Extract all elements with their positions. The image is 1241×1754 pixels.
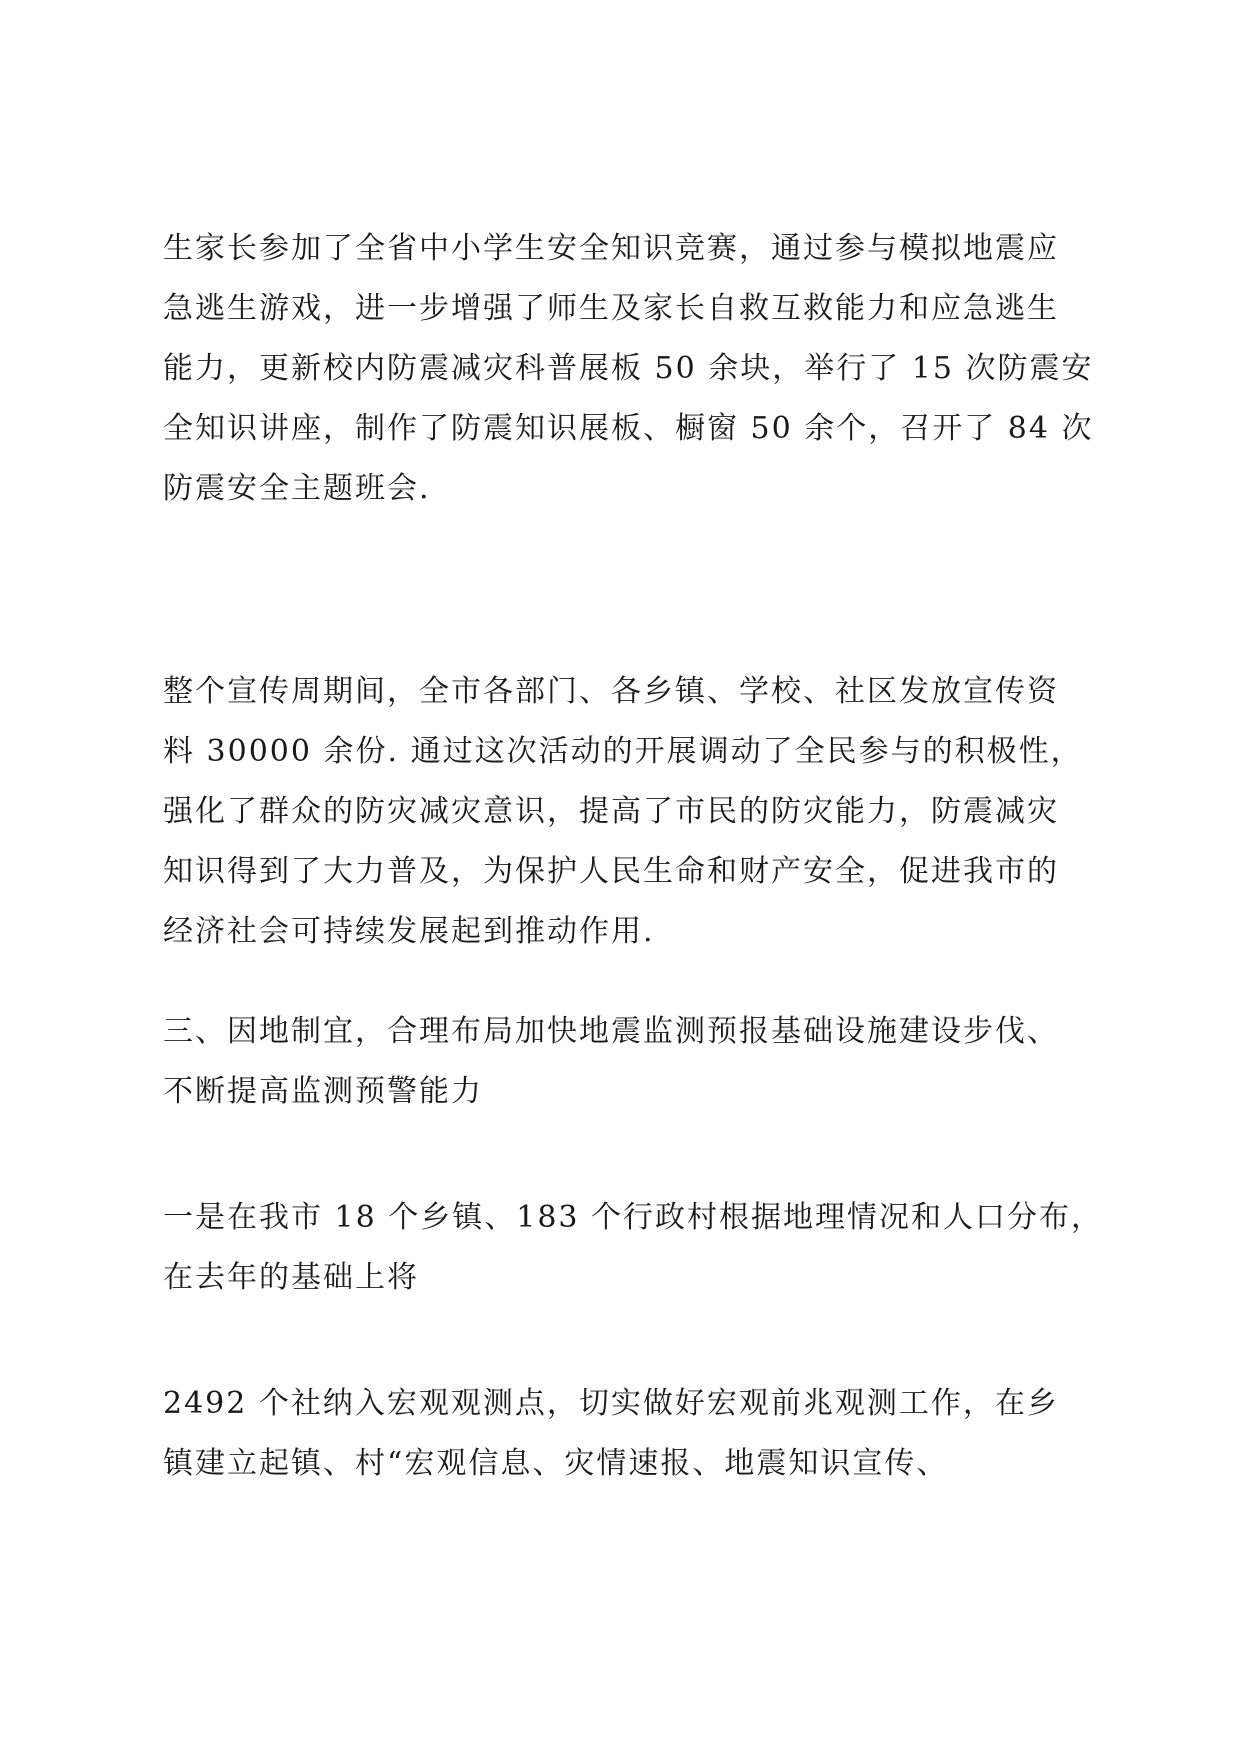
text-line: 2492 个社纳入宏观观测点，切实做好宏观前兆观测工作，在乡 — [163, 1386, 1059, 1421]
paragraph-first-measure — [163, 1188, 1104, 1308]
text-line: 急逃生游戏，进一步增强了师生及家长自救互救能力和应急逃生 — [163, 291, 1059, 326]
text-line: 生家长参加了全省中小学生安全知识竞赛，通过参与模拟地震应 — [163, 231, 1059, 266]
paragraph-publicity-week — [163, 662, 1093, 962]
paragraph-observation-points — [163, 1374, 1093, 1494]
section-heading-three — [163, 1002, 1093, 1122]
paragraph-school-activities — [163, 219, 1093, 519]
text-line: 经济社会可持续发展起到推动作用. — [163, 914, 655, 949]
text-line: 防震安全主题班会. — [163, 471, 431, 506]
text-line: 能力，更新校内防震减灾科普展板 50 余块，举行了 15 次防震安 — [163, 351, 1094, 386]
text-line: 料 30000 余份. 通过这次活动的开展调动了全民参与的积极性， — [163, 734, 1083, 769]
text-line: 三、因地制宜，合理布局加快地震监测预报基础设施建设步伐、 — [163, 1014, 1059, 1049]
text-line: 在去年的基础上将 — [163, 1260, 419, 1295]
text-line: 知识得到了大力普及，为保护人民生命和财产安全，促进我市的 — [163, 854, 1059, 889]
text-line: 强化了群众的防灾减灾意识，提高了市民的防灾能力，防震减灾 — [163, 794, 1059, 829]
text-line: 镇建立起镇、村“宏观信息、灾情速报、地震知识宣传、 — [163, 1446, 949, 1481]
text-line: 一是在我市 18 个乡镇、183 个行政村根据地理情况和人口分布， — [163, 1200, 1104, 1235]
text-line: 全知识讲座，制作了防震知识展板、橱窗 50 余个，召开了 84 次 — [163, 411, 1094, 446]
text-line: 整个宣传周期间，全市各部门、各乡镇、学校、社区发放宣传资 — [163, 674, 1059, 709]
text-line: 不断提高监测预警能力 — [163, 1074, 483, 1109]
